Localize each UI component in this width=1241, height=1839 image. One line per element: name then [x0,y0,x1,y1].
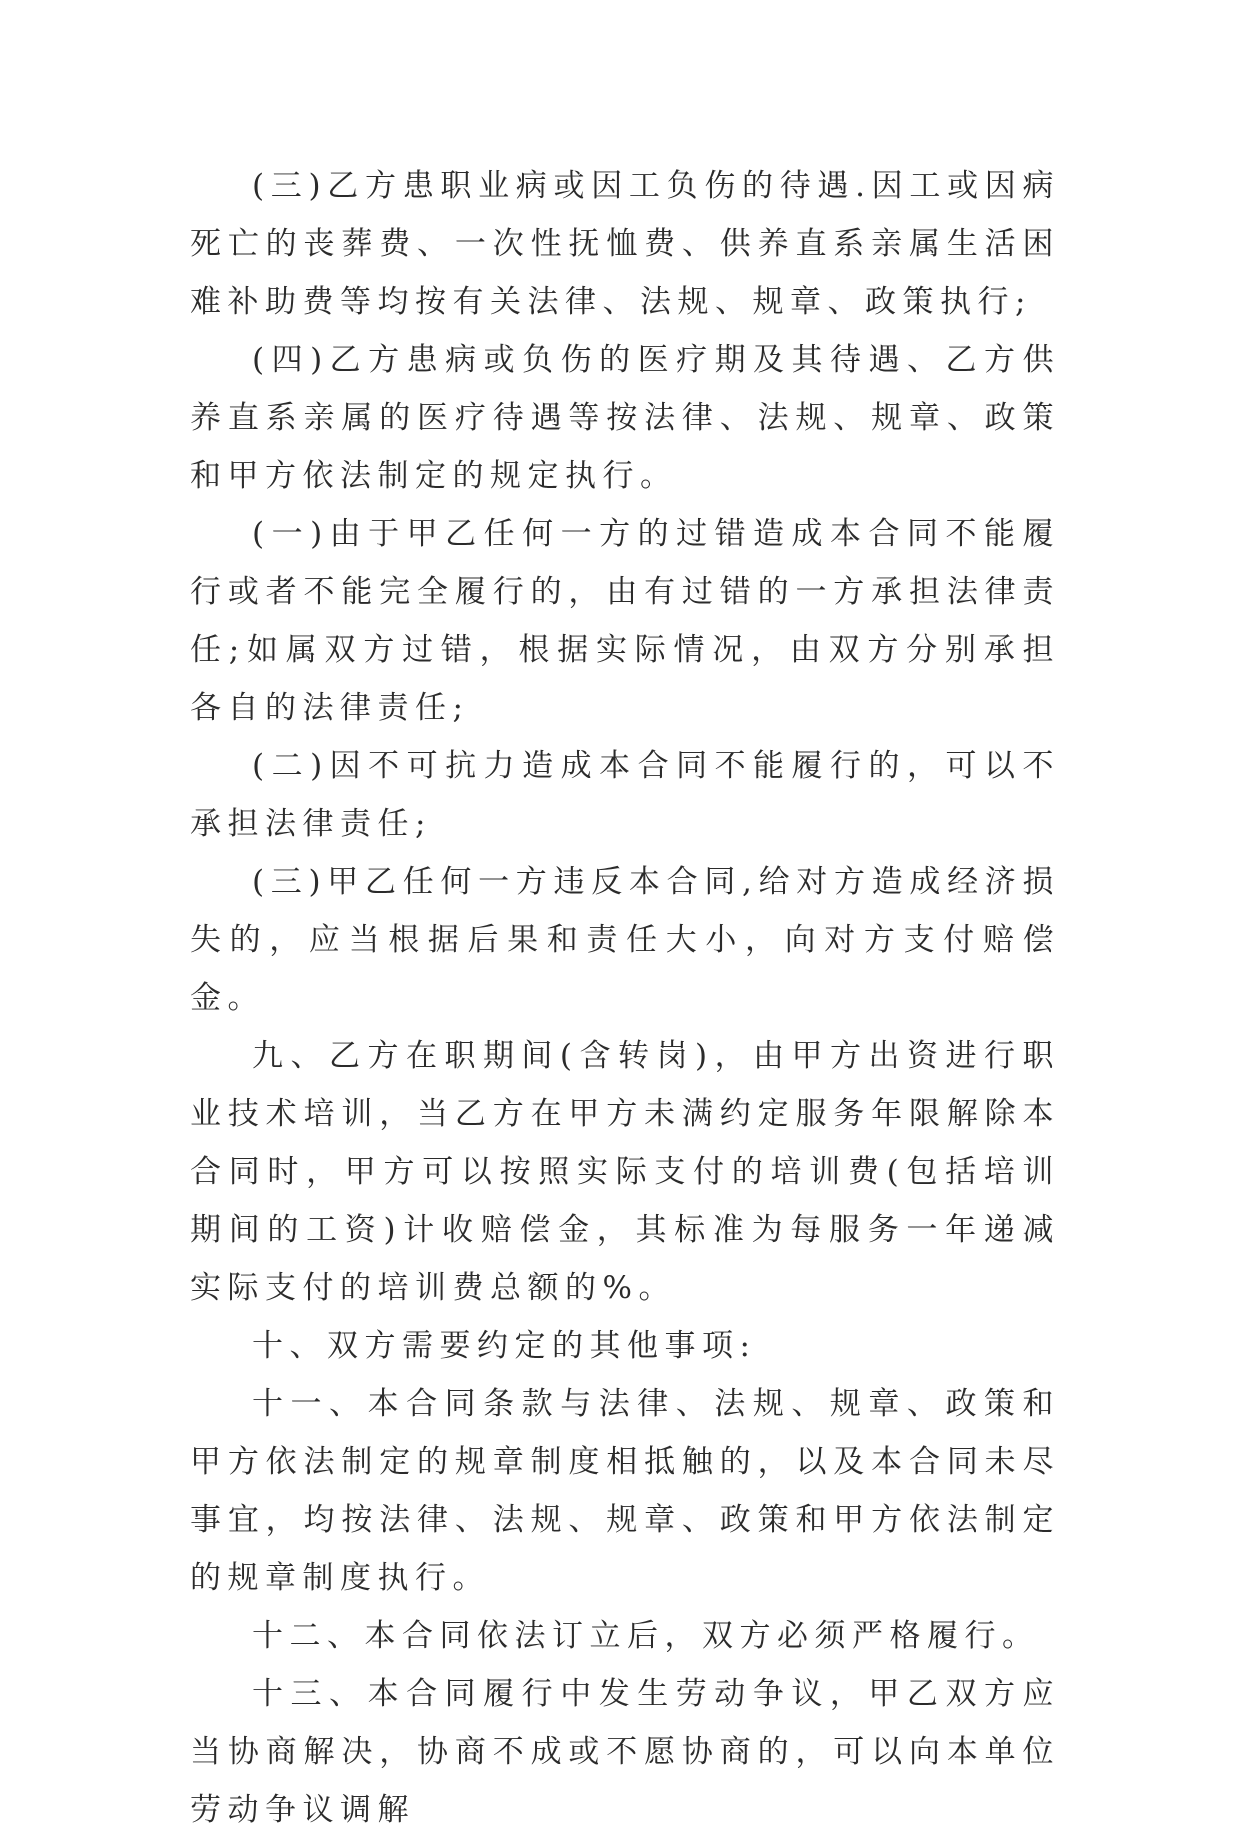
paragraph-article-12-performance: 十二、本合同依法订立后，双方必须严格履行。 [252,1618,1040,1654]
paragraph-article-13-disputes: 十三、本合同履行中发生劳动争议，甲乙双方应当协商解决，协商不成或不愿协商的，可以向本单位劳动争议调解 [190,1676,1060,1828]
document-body [190,157,1060,1839]
paragraph-article-9-training: 九、乙方在职期间(含转岗)，由甲方出资进行职业技术培训，当乙方在甲方未满约定服务年限解除本合同时，甲方可以按照实际支付的培训费(包括培训期间的工资)计收赔偿金，其标准为每服务一年递减实际支付的培训费总额的%。 [190,1038,1060,1306]
paragraph-liability-fault: (一)由于甲乙任何一方的过错造成本合同不能履行或者不能完全履行的，由有过错的一方承担法律责任;如属双方过错，根据实际情况，由双方分别承担各自的法律责任; [190,516,1060,726]
paragraph-clause-4-medical-period: (四)乙方患病或负伤的医疗期及其待遇、乙方供养直系亲属的医疗待遇等按法律、法规、规章、政策和甲方依法制定的规定执行。 [190,342,1060,494]
paragraph-force-majeure: (二)因不可抗力造成本合同不能履行的，可以不承担法律责任; [190,748,1060,842]
paragraph-compensation: (三)甲乙任何一方违反本合同,给对方造成经济损失的，应当根据后果和责任大小，向对方支付赔偿金。 [190,864,1060,1016]
paragraph-article-11-conflicts: 十一、本合同条款与法律、法规、规章、政策和甲方依法制定的规章制度相抵触的，以及本合同未尽事宜，均按法律、法规、规章、政策和甲方依法制定的规章制度执行。 [190,1386,1060,1596]
paragraph-clause-3-injury-benefits: (三)乙方患职业病或因工负伤的待遇.因工或因病死亡的丧葬费、一次性抚恤费、供养直系亲属生活困难补助费等均按有关法律、法规、规章、政策执行; [190,168,1060,320]
paragraph-article-10-other-matters: 十、双方需要约定的其他事项: [252,1328,757,1364]
